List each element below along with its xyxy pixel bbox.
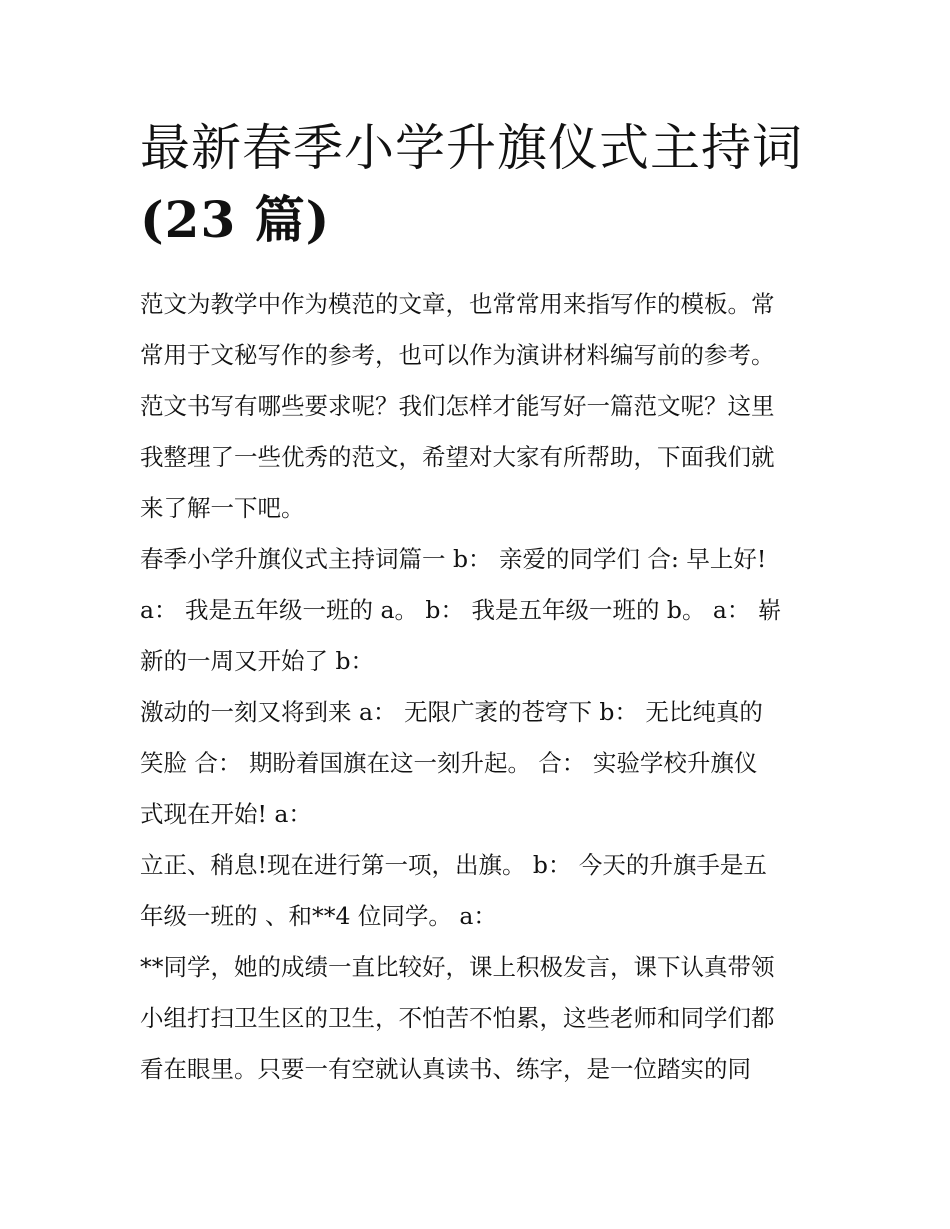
document-body bbox=[140, 279, 820, 1095]
text-line: 立正、稍息!现在进行第一项，出旗。 b： 今天的升旗手是五 bbox=[140, 851, 767, 879]
title-line-1: 最新春季小学升旗仪式主持词 bbox=[140, 119, 803, 177]
text-line: 我整理了一些优秀的范文，希望对大家有所帮助，下面我们就 bbox=[140, 443, 775, 471]
text-line: **同学，她的成绩一直比较好，课上积极发言，课下认真带领 bbox=[140, 953, 775, 981]
text-line: 年级一班的 、和**4 位同学。 a： bbox=[140, 902, 497, 930]
paragraph-intro bbox=[140, 279, 820, 534]
paragraph-4 bbox=[140, 942, 820, 1095]
paragraph-3 bbox=[140, 840, 820, 942]
text-line: 范文书写有哪些要求呢？我们怎样才能写好一篇范文呢？这里 bbox=[140, 392, 775, 420]
paragraph-1 bbox=[140, 534, 820, 687]
text-line: 新的一周又开始了 b： bbox=[140, 647, 375, 675]
text-line: 小组打扫卫生区的卫生，不怕苦不怕累，这些老师和同学们都 bbox=[140, 1004, 775, 1032]
text-line: 激动的一刻又将到来 a： 无限广袤的苍穹下 b： 无比纯真的 bbox=[140, 698, 763, 726]
text-line: 笑脸 合： 期盼着国旗在这一刻升起。 合： 实验学校升旗仪 bbox=[140, 749, 758, 777]
text-line: 春季小学升旗仪式主持词篇一 b： 亲爱的同学们 合: 早上好! bbox=[140, 545, 767, 573]
text-line: 看在眼里。只要一有空就认真读书、练字，是一位踏实的同 bbox=[140, 1055, 751, 1083]
text-line: 范文为教学中作为模范的文章，也常常用来指写作的模板。常 bbox=[140, 290, 775, 318]
paragraph-2 bbox=[140, 687, 820, 840]
text-line: a： 我是五年级一班的 a。 b： 我是五年级一班的 b。 a： 崭 bbox=[140, 596, 782, 624]
text-line: 来了解一下吧。 bbox=[140, 494, 305, 522]
title-line-2: (23 篇) bbox=[140, 190, 331, 249]
document-title bbox=[140, 112, 840, 256]
text-line: 式现在开始! a： bbox=[140, 800, 312, 828]
text-line: 常用于文秘写作的参考，也可以作为演讲材料编写前的参考。 bbox=[140, 341, 775, 369]
